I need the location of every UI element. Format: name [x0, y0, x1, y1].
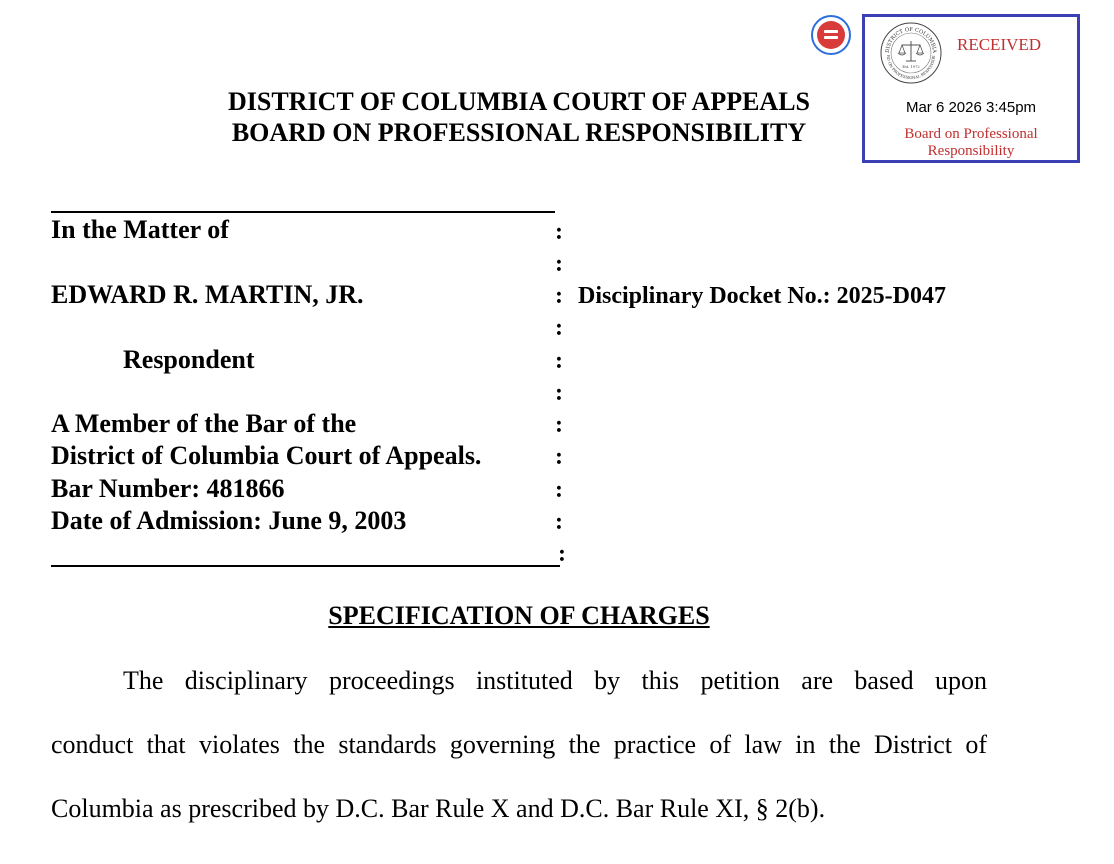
caption-bottom-rule: [51, 565, 560, 567]
caption-colon: :: [555, 509, 563, 535]
caption-colon: :: [555, 380, 563, 406]
svg-text:Est. 1972: Est. 1972: [902, 65, 920, 69]
caption-colon: :: [555, 477, 563, 503]
bar-number: Bar Number: 481866: [51, 474, 285, 503]
board-name-heading: BOARD ON PROFESSIONAL RESPONSIBILITY: [231, 118, 807, 147]
body-text-line: The disciplinary proceedings instituted by this petition are based upon: [123, 666, 987, 695]
bar-membership-line2: District of Columbia Court of Appeals.: [51, 441, 482, 470]
svg-text:BOARD ON PROFESSIONAL RESPONSI: RD ON PROFESSIONAL RESPONSIBI: [885, 54, 937, 81]
stamp-board-name: [885, 126, 1057, 160]
caption-colon: :: [555, 444, 563, 470]
body-text-line: conduct that violates the standards governing the practice of law in the District of: [51, 730, 987, 759]
received-stamp: [862, 14, 1080, 163]
court-seal-icon: [879, 21, 943, 85]
caption-colon: :: [555, 219, 563, 245]
docket-number: Disciplinary Docket No.: 2025-D047: [578, 283, 946, 309]
received-datetime: Mar 6 2026 3:45pm: [905, 99, 1037, 116]
caption-colon: :: [555, 348, 563, 374]
svg-text:DISTRICT OF COLUMBIA: DISTRICT OF COLUMBIA: [884, 26, 938, 54]
caption-matter: In the Matter of: [51, 215, 229, 244]
body-text-line: Columbia as prescribed by D.C. Bar Rule X and D.C. Bar Rule XI, § 2(b).: [51, 794, 826, 823]
comment-icon[interactable]: [811, 15, 851, 55]
caption-colon: :: [555, 412, 563, 438]
caption-colon: :: [558, 541, 566, 567]
respondent-name: EDWARD R. MARTIN, JR.: [51, 280, 364, 309]
caption-colon: :: [555, 251, 563, 277]
stamp-board-line2: Responsibility: [927, 143, 1015, 159]
caption-colon: :: [555, 315, 563, 341]
document-title: SPECIFICATION OF CHARGES: [328, 601, 710, 630]
court-name-heading: DISTRICT OF COLUMBIA COURT OF APPEALS: [227, 87, 811, 116]
stamp-board-line1: Board on Professional: [904, 126, 1038, 142]
received-label: RECEIVED: [957, 35, 1042, 54]
respondent-label: Respondent: [123, 345, 255, 374]
caption-colon: :: [555, 283, 563, 309]
bar-membership-line1: A Member of the Bar of the: [51, 409, 357, 438]
caption-top-rule: [51, 211, 555, 213]
admission-date: Date of Admission: June 9, 2003: [51, 506, 407, 535]
